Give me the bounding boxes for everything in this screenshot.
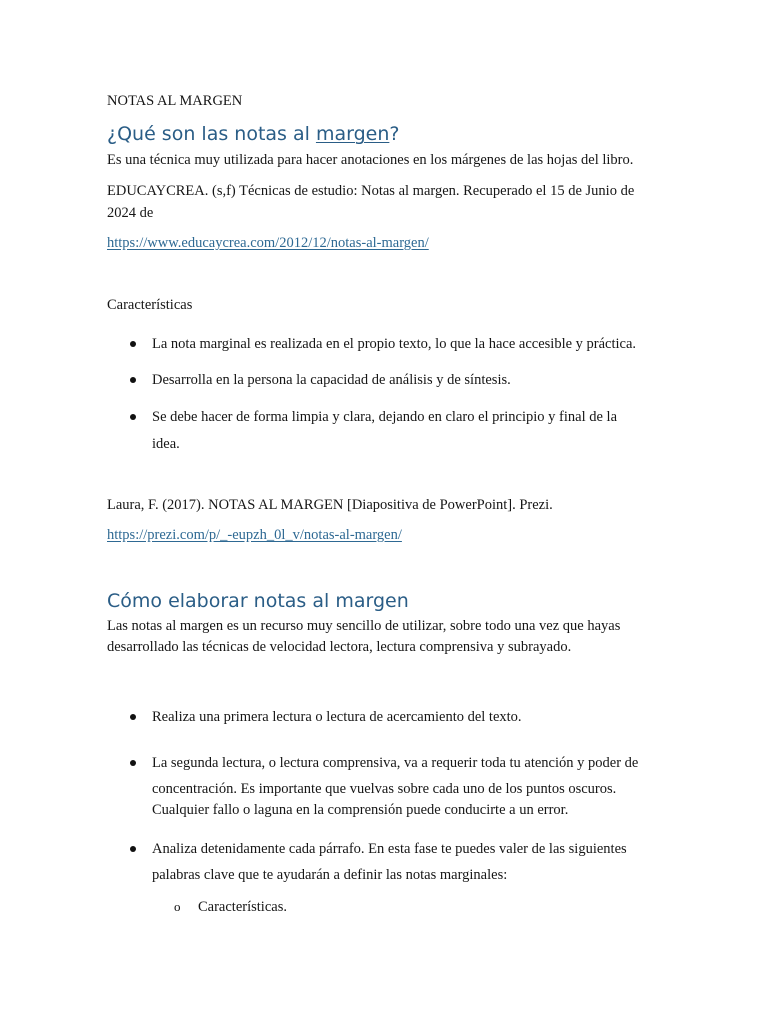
step-item-2-line1: La segunda lectura, o lectura comprensiva, va a requerir toda tu atención y poder de xyxy=(152,755,639,771)
bullet-icon xyxy=(130,341,136,347)
characteristic-item-3-line1: Se debe hacer de forma limpia y clara, dejando en claro el principio y final de la xyxy=(152,409,618,425)
characteristic-item-1: La nota marginal es realizada en el propio texto, lo que la hace accesible y práctica. xyxy=(152,336,637,352)
bullet-icon xyxy=(130,760,136,766)
heading-que-son xyxy=(107,122,399,146)
bullet-icon xyxy=(130,846,136,852)
citation-educaycrea-line2: 2024 de xyxy=(107,205,154,221)
step-item-2-line3: Cualquier fallo o laguna en la comprensión puede conducirte a un error. xyxy=(152,802,569,818)
heading-margen-link[interactable]: margen xyxy=(315,123,390,145)
prezi-url-line xyxy=(107,526,402,544)
characteristic-item-3-line2: idea. xyxy=(152,436,180,452)
intro-paragraph-line2: desarrollado las técnicas de velocidad lectora, lectura comprensiva y subrayado. xyxy=(107,639,572,655)
heading-como-elaborar: Cómo elaborar notas al margen xyxy=(107,590,409,612)
prezi-link[interactable]: https://prezi.com/p/_-eupzh_0l_v/notas-al-margen/ xyxy=(107,527,402,543)
heading-que-son-suffix: ? xyxy=(389,123,400,145)
sub-item-caracteristicas: Características. xyxy=(198,899,287,915)
characteristic-item-2: Desarrolla en la persona la capacidad de análisis y de síntesis. xyxy=(152,372,511,388)
step-item-3-line1: Analiza detenidamente cada párrafo. En esta fase te puedes valer de las siguientes xyxy=(152,841,627,857)
educaycrea-url-line xyxy=(107,234,429,252)
document-title: NOTAS AL MARGEN xyxy=(107,93,243,109)
educaycrea-link[interactable]: https://www.educaycrea.com/2012/12/notas-al-margen/ xyxy=(107,235,429,251)
step-item-2-line2: concentración. Es importante que vuelvas sobre cada uno de los puntos oscuros. xyxy=(152,781,617,797)
definition-paragraph: Es una técnica muy utilizada para hacer anotaciones en los márgenes de las hojas del libro. xyxy=(107,152,634,168)
hollow-bullet-icon: o xyxy=(174,899,181,914)
intro-paragraph-line1: Las notas al margen es un recurso muy sencillo de utilizar, sobre todo una vez que hayas xyxy=(107,618,621,634)
bullet-icon xyxy=(130,714,136,720)
bullet-icon xyxy=(130,414,136,420)
citation-laura: Laura, F. (2017). NOTAS AL MARGEN [Diapositiva de PowerPoint]. Prezi. xyxy=(107,497,553,513)
bullet-icon xyxy=(130,377,136,383)
characteristics-label: Características xyxy=(107,297,193,313)
citation-educaycrea-line1: EDUCAYCREA. (s,f) Técnicas de estudio: Notas al margen. Recuperado el 15 de Junio de xyxy=(107,183,635,199)
step-item-3-line2: palabras clave que te ayudarán a definir las notas marginales: xyxy=(152,867,508,883)
heading-que-son-prefix: ¿Qué son las notas al xyxy=(107,123,316,145)
step-item-1: Realiza una primera lectura o lectura de acercamiento del texto. xyxy=(152,709,522,725)
